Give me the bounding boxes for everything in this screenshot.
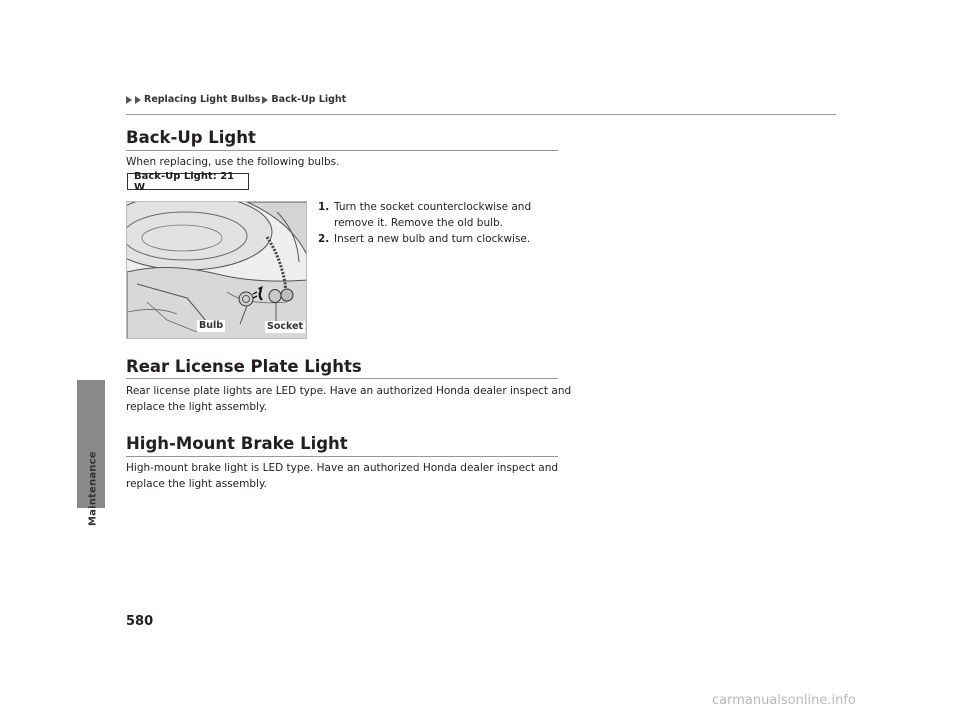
- page-number: 580: [126, 614, 154, 629]
- step-text: Insert a new bulb and turn clockwise.: [334, 233, 531, 245]
- body-line: replace the light assembly.: [126, 401, 268, 413]
- figure-label-bulb: Bulb: [199, 320, 224, 331]
- breadcrumb: [126, 94, 346, 105]
- step-number: 1.: [318, 201, 330, 213]
- watermark: carmanualsonline.info: [712, 693, 856, 708]
- section-rule: [126, 150, 558, 151]
- step-number: 2.: [318, 233, 330, 245]
- body-line: replace the light assembly.: [126, 478, 268, 490]
- section-rule: [126, 378, 558, 379]
- breadcrumb-arrow-icon: [135, 96, 141, 104]
- body-line: Rear license plate lights are LED type. Have an authorized Honda dealer inspect and: [126, 385, 572, 397]
- breadcrumb-arrow-icon: [126, 96, 132, 104]
- back-up-light-figure: [126, 201, 307, 339]
- brake-light-text: [126, 460, 558, 492]
- breadcrumb-item-replacing-light-bulbs[interactable]: Replacing Light Bulbs: [144, 94, 261, 105]
- step-text: [334, 199, 531, 231]
- side-tab-label: Maintenance: [87, 451, 99, 526]
- license-plate-text: [126, 383, 571, 415]
- step-item: [318, 231, 558, 247]
- back-up-light-intro: When replacing, use the following bulbs.: [126, 156, 340, 168]
- bulb-spec-box: Back-Up Light: 21 W: [127, 173, 249, 190]
- socket-bulb-illustration: [127, 202, 307, 339]
- breadcrumb-arrow-icon: [262, 96, 268, 104]
- figure-label-socket: Socket: [267, 321, 304, 332]
- step-item: [318, 199, 558, 231]
- section-title-back-up-light: Back-Up Light: [126, 128, 256, 147]
- section-title-rear-license-plate-lights: Rear License Plate Lights: [126, 357, 362, 376]
- body-line: High-mount brake light is LED type. Have an authorized Honda dealer inspect and: [126, 462, 559, 474]
- section-rule: [126, 456, 558, 457]
- step-text-line: remove it. Remove the old bulb.: [334, 217, 504, 229]
- replacement-steps: [318, 199, 558, 247]
- breadcrumb-item-back-up-light[interactable]: Back-Up Light: [271, 94, 347, 105]
- header-rule: [126, 114, 836, 115]
- step-text-line: Turn the socket counterclockwise and: [334, 201, 532, 213]
- section-title-high-mount-brake-light: High-Mount Brake Light: [126, 434, 348, 453]
